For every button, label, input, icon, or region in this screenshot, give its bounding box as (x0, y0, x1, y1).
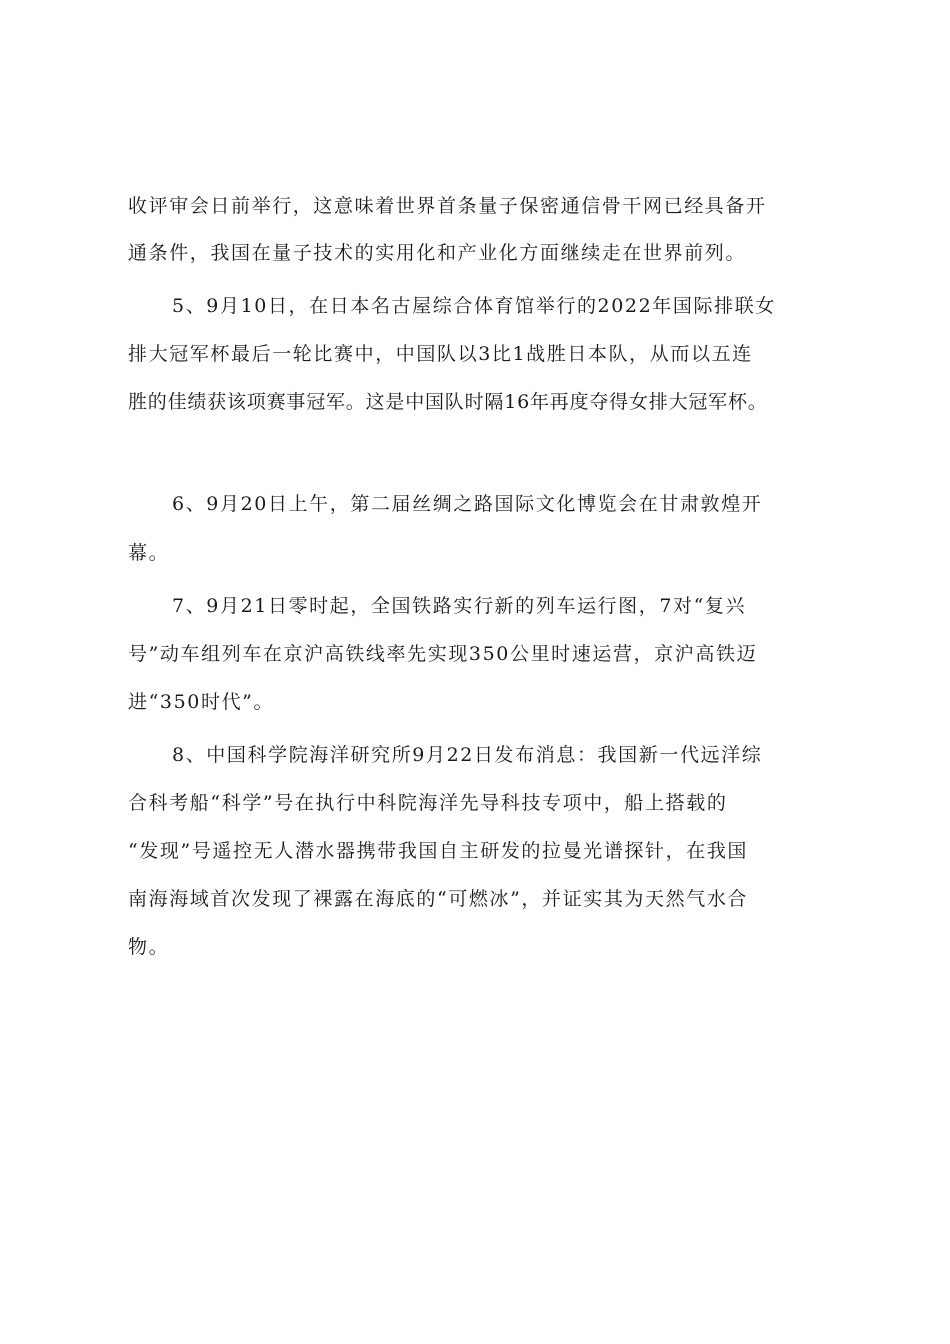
text-line: 幕。 (128, 542, 170, 564)
text-line: 合科考船“科学”号在执行中科院海洋先导科技专项中，船上搭载的 (128, 792, 728, 814)
text-line: 号”动车组列车在京沪高铁线率先实现350公里时速运营，京沪高铁迈 (128, 643, 758, 665)
text-line: 胜的佳绩获该项赛事冠军。这是中国队时隔16年再度夺得女排大冠军杯。 (128, 391, 768, 413)
text-line: 物。 (128, 936, 170, 958)
text-line: 7、9月21日零时起，全国铁路实行新的列车运行图，7对“复兴 (172, 595, 747, 617)
text-line: 通条件，我国在量子技术的实用化和产业化方面继续走在世界前列。 (128, 242, 747, 264)
text-line: 8、中国科学院海洋研究所9月22日发布消息：我国新一代远洋综 (172, 744, 763, 766)
text-line: 进“350时代”。 (128, 691, 275, 713)
text-line: “发现”号遥控无人潜水器携带我国自主研发的拉曼光谱探针，在我国 (128, 840, 749, 862)
text-line: 收评审会日前举行，这意味着世界首条量子保密通信骨干网已经具备开 (128, 195, 767, 217)
text-line: 5、9月10日，在日本名古屋综合体育馆举行的2022年国际排联女 (172, 295, 776, 317)
text-line: 6、9月20日上午，第二届丝绸之路国际文化博览会在甘肃敦煌开 (172, 493, 763, 515)
text-line: 南海海域首次发现了裸露在海底的“可燃冰”，并证实其为天然气水合 (128, 888, 749, 910)
text-line: 排大冠军杯最后一轮比赛中，中国队以3比1战胜日本队，从而以五连 (128, 343, 753, 365)
